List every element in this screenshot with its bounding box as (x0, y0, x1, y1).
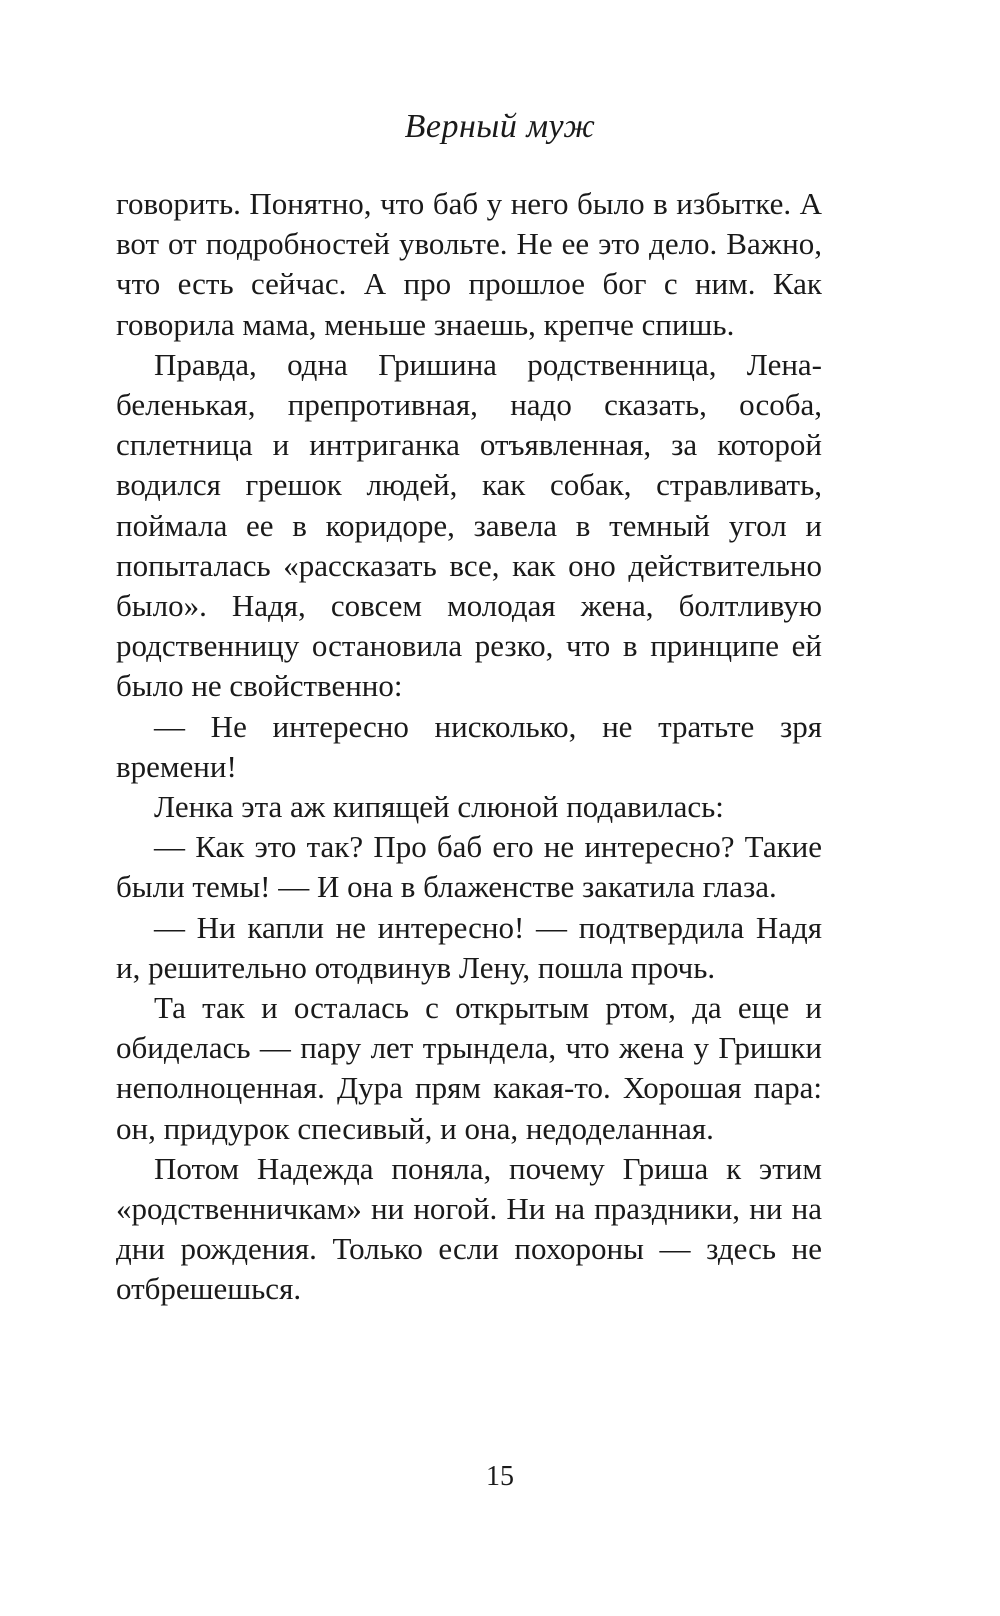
paragraph: Та так и осталась с открытым ртом, да еще и обиделась — пару лет трындела, что жена у Гришки неполноценная. Дура прям какая-то. Хорошая пара: он, придурок спесивый, и она, недоделанная. (116, 990, 822, 1146)
dialogue-line: — Не интересно нисколько, не тратьте зря времени! (116, 708, 822, 784)
page-number: 15 (486, 1461, 514, 1492)
running-head: Верный муж (404, 108, 596, 145)
dialogue-line: — Ни капли не интересно! — подтвердила Надя и, решительно отодвинув Лену, пошла прочь. (116, 909, 822, 985)
paragraph: Потом Надежда поняла, почему Гриша к этим «родственничкам» ни ногой. Ни на праздники, ни на дни рождения. Только если похороны — здесь не отбрешешься. (116, 1150, 822, 1307)
paragraph: говорить. Понятно, что баб у него было в избытке. А вот от подробностей увольте. Не ее это дело. Важно, что есть сейчас. А про прошлое бог с ним. Как говорила мама, меньше знаешь, крепче спишь. (116, 186, 822, 342)
paragraph: Ленка эта аж кипящей слюной подавилась: (154, 789, 724, 825)
dialogue-line: — Как это так? Про баб его не интересно? Такие были темы! — И она в блаженстве закатила глаза. (116, 829, 822, 905)
paragraph: Правда, одна Гришина родственница, Лена-беленькая, препротивная, надо сказать, особа, сплетница и интриганка отъявленная, за которой водился грешок людей, как собак, стравливать, поймала ее в коридоре, завела в темный угол и попыталась «рассказать все, как оно действительно было». Надя, совсем молодая жена, болтливую родственницу остановила резко, что в принципе ей было не свойственно: (116, 346, 822, 704)
body-text (116, 184, 822, 1310)
